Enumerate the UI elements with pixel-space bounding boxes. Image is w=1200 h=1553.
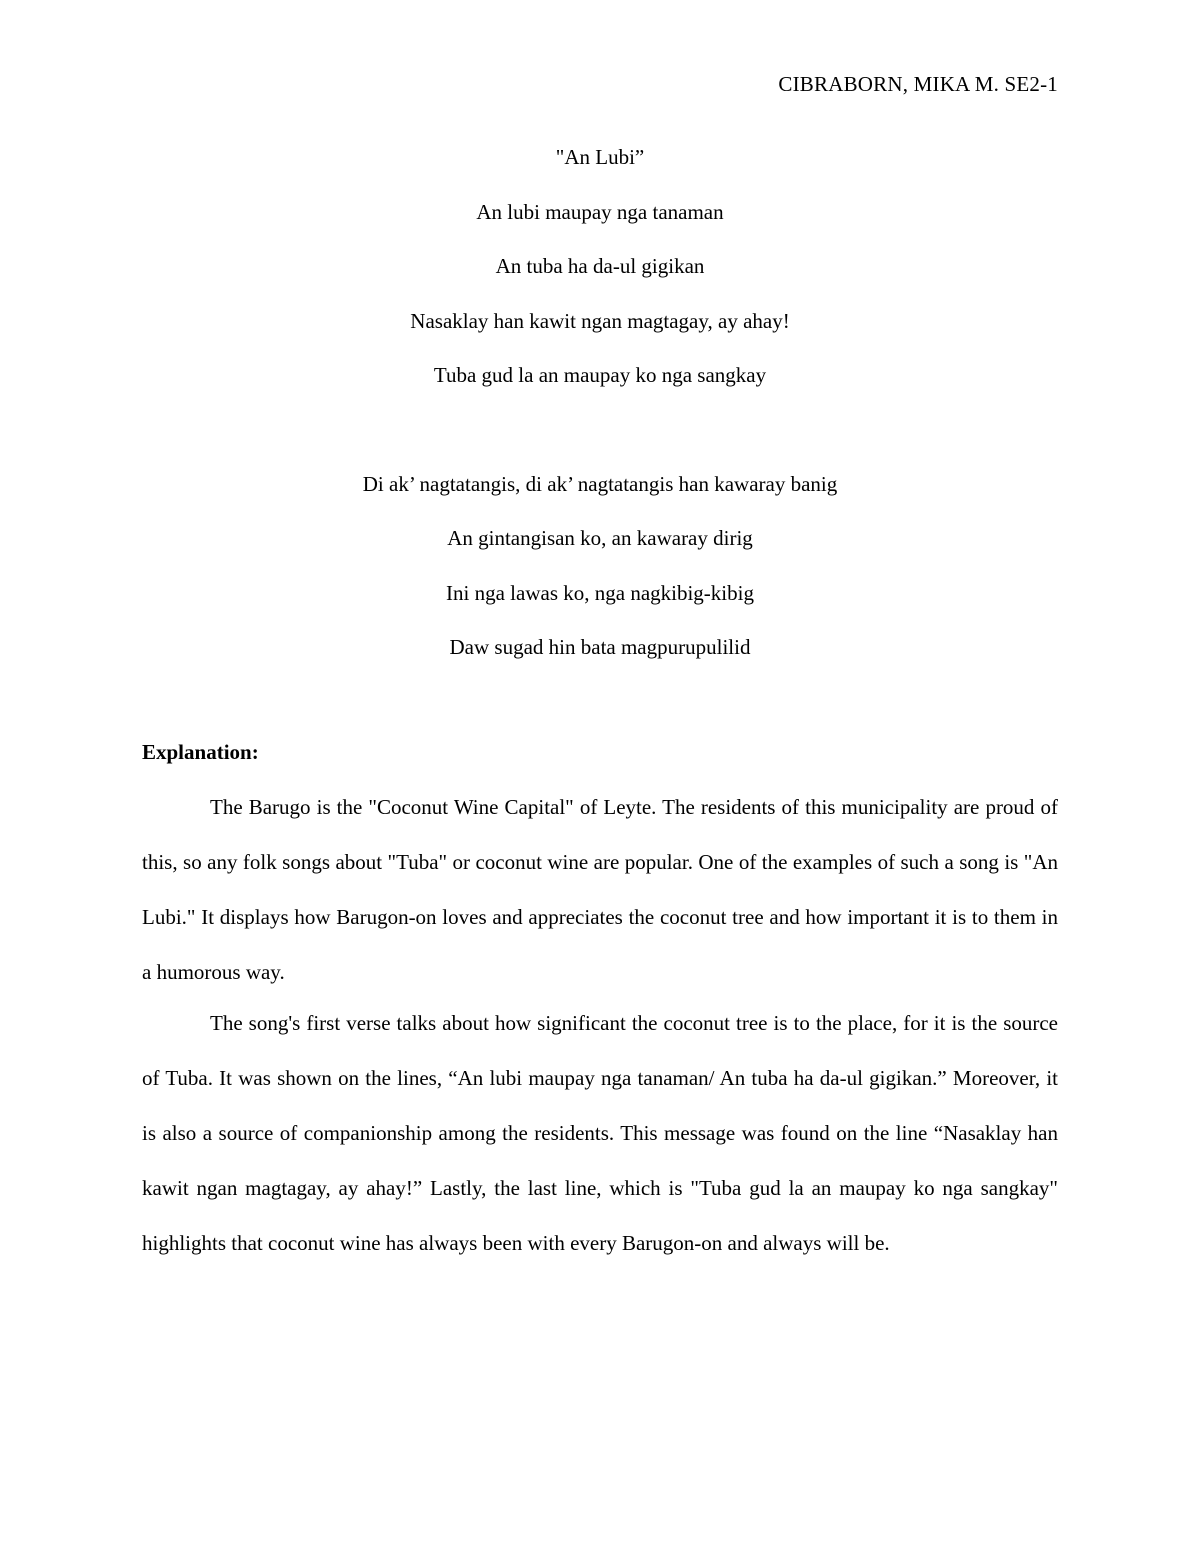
verse2-line-4: Daw sugad hin bata magpurupulilid xyxy=(449,635,751,659)
song-title: "An Lubi” xyxy=(555,145,645,169)
verse1-line-4: Tuba gud la an maupay ko nga sangkay xyxy=(433,363,767,387)
verse1-line-3: Nasaklay han kawit ngan magtagay, ay ahay! xyxy=(410,308,790,333)
verse1-line-2: An tuba ha da-ul gigikan xyxy=(495,254,705,278)
explanation-paragraph-1: The Barugo is the "Coconut Wine Capital" of Leyte. The residents of this municipality are proud of this, so any folk songs about "Tuba" or coconut wine are popular. One of the examples of such a song is "An Lubi." It displays how Barugon-on loves and appreciates the coconut tree and how important it is to them in a humorous way. xyxy=(142,795,1058,984)
verse-spacer xyxy=(0,415,1200,469)
song-lyrics xyxy=(0,142,1200,687)
verse1-line-1: An lubi maupay nga tanaman xyxy=(476,199,724,224)
explanation-heading: Explanation: xyxy=(142,740,259,764)
verse2-line-1: Di ak’ nagtatangis, di ak’ nagtatangis han kawaray banig xyxy=(362,471,838,496)
verse2-line-2: An gintangisan ko, an kawaray dirig xyxy=(447,526,753,550)
author-header: CIBRABORN, MIKA M. SE2-1 xyxy=(778,72,1058,96)
verse2-line-3: Ini nga lawas ko, nga nagkibig-kibig xyxy=(446,580,754,605)
explanation-paragraph-2: The song's first verse talks about how significant the coconut tree is to the place, for it is the source of Tuba. It was shown on the lines, “An lubi maupay nga tanaman/ An tuba ha da-ul gigikan.” Moreover, it is also a source of companionship among the residents. This message was found on the line “Nasaklay han kawit ngan magtagay, ay ahay!” Lastly, the last line, which is "Tuba gud la an maupay ko nga sangkay" highlights that coconut wine has always been with every Barugon-on and always will be. xyxy=(142,1011,1058,1255)
